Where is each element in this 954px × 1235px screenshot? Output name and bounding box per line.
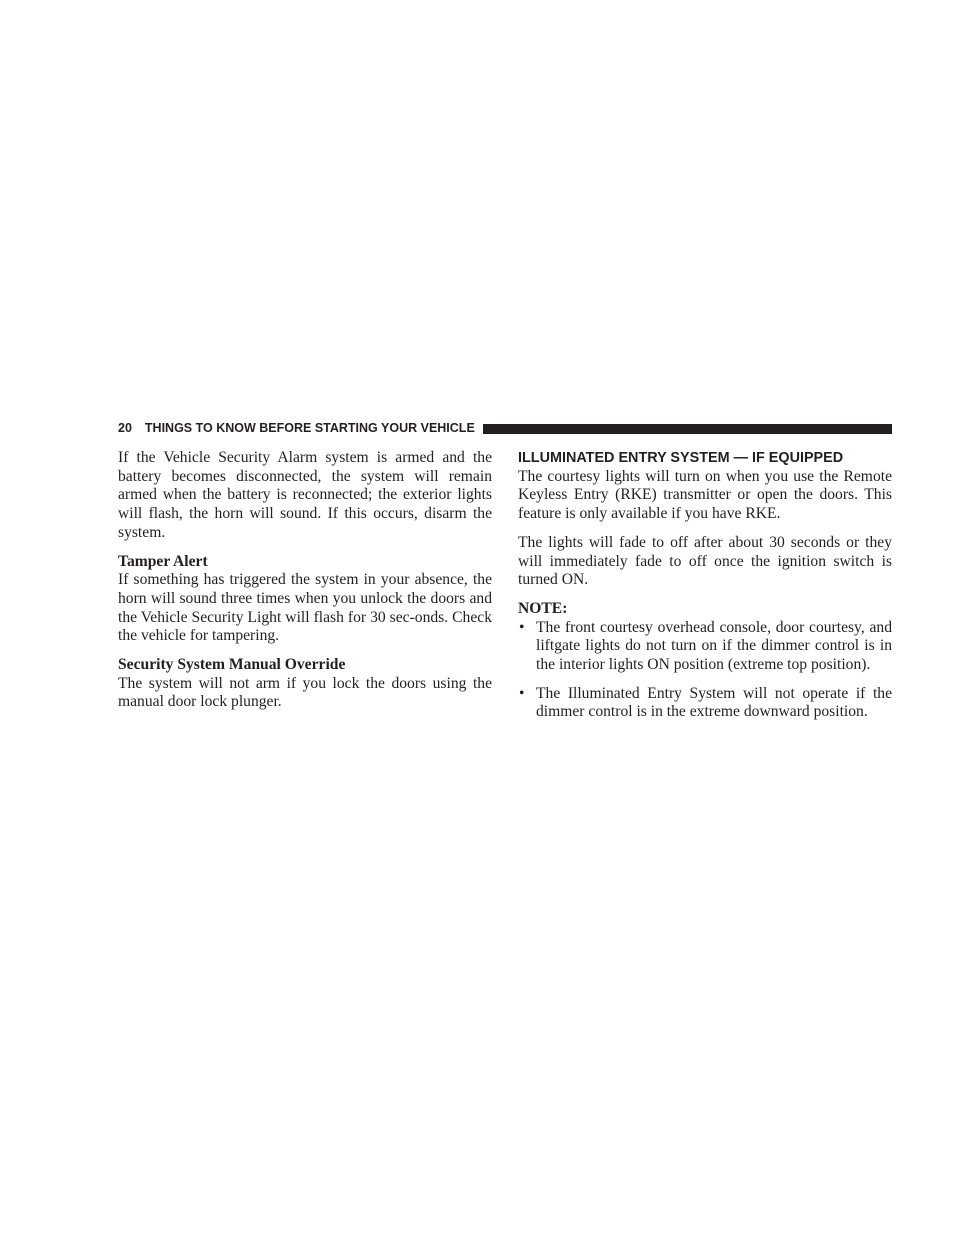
page-header — [118, 418, 892, 438]
illuminated-entry-heading: ILLUMINATED ENTRY SYSTEM — IF EQUIPPED — [518, 450, 844, 466]
tamper-alert-heading: Tamper Alert — [118, 552, 208, 570]
header-rule — [483, 424, 892, 434]
note-list — [518, 619, 892, 723]
tamper-alert-body: If something has triggered the system in your absence, the horn will sound three times when you unlock the doors and the Vehicle Security Light will flash for 30 sec-onds. Check the vehicle for tampering. — [118, 571, 492, 645]
bullet-icon: • — [519, 684, 525, 702]
right-column — [518, 449, 892, 732]
note-text: The front courtesy overhead console, door courtesy, and liftgate lights do not turn on if the dimmer control is in the interior lights ON position (extreme top position). — [536, 618, 892, 674]
note-text: The Illuminated Entry System will not operate if the dimmer control is in the extreme downward position. — [536, 684, 892, 721]
bullet-icon: • — [519, 618, 525, 636]
left-column — [118, 449, 492, 722]
illuminated-entry-paragraph-1: The courtesy lights will turn on when you use the Remote Keyless Entry (RKE) transmitter or open the doors. This feature is only available if you have RKE. — [518, 467, 892, 523]
page-number: 20 — [118, 421, 132, 435]
running-section-title: THINGS TO KNOW BEFORE STARTING YOUR VEHICLE — [144, 421, 475, 435]
manual-override-heading: Security System Manual Override — [118, 656, 346, 674]
list-item — [518, 685, 892, 722]
manual-override-body: The system will not arm if you lock the doors using the manual door lock plunger. — [118, 674, 492, 711]
illuminated-entry-paragraph-2: The lights will fade to off after about 30 seconds or they will immediately fade to off once the ignition switch is turned ON. — [518, 533, 892, 589]
note-label: NOTE: — [518, 599, 568, 617]
list-item — [518, 619, 892, 675]
intro-paragraph: If the Vehicle Security Alarm system is armed and the battery becomes disconnected, the system will remain armed when the battery is reconnected; the exterior lights will flash, the horn will sound. If this occurs, disarm the system. — [118, 449, 492, 541]
